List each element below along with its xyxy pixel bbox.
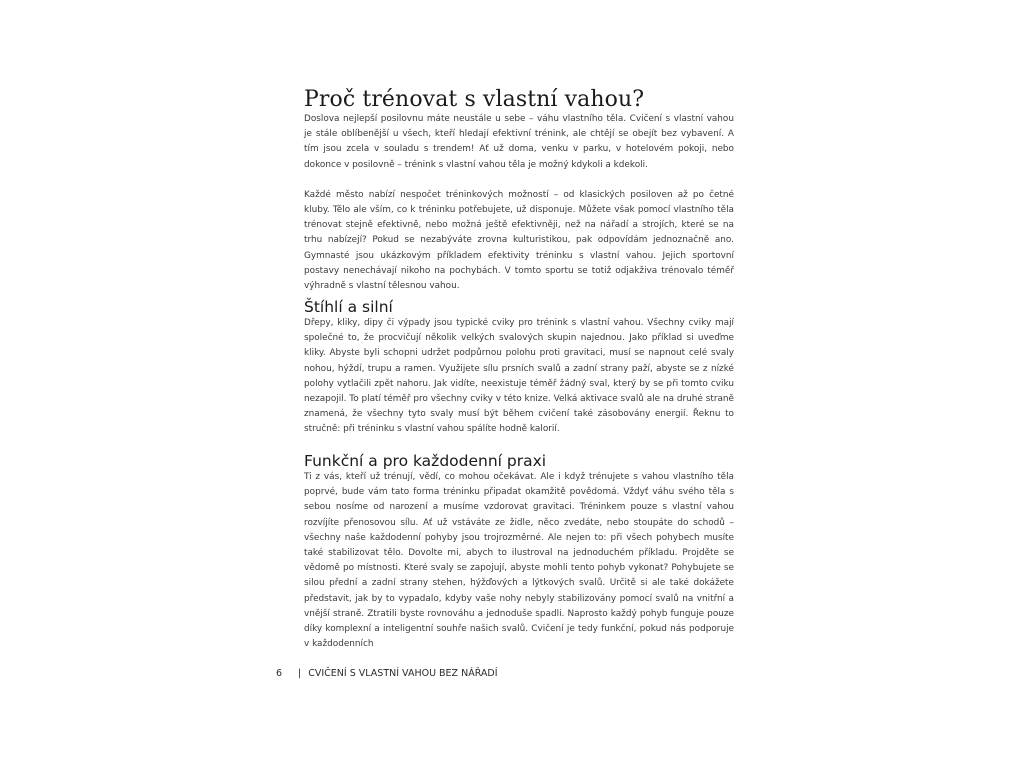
section-why-bodyweight [304,88,734,294]
paragraph: Každé město nabízí nespočet tréninkových možností – od klasických posiloven až po četné kluby. Tělo ale vším, co k tréninku potřebujete, už disponuje. Můžete však pomocí vlastního těla trénovat stejně efektivně, nebo možná ještě efektivněji, než na nářadí a strojích, které se na trhu nabízejí? Pokud se nezabýváte zrovna kulturistikou, pak odpovídám jednoznačně ano. Gymnasté jsou ukázkovým příkladem efektivity tréninku s vlastní vahou. Jejich sportovní postavy nenechávají nikoho na pochybách. V tomto sportu se totiž odjakživa trénovalo téměř výhradně s vlastní tělesnou vahou. [304,189,734,292]
section-heading: Štíhlí a silní [304,298,393,316]
section-heading: Funkční a pro každodenní praxi [304,452,547,470]
page-footer [276,667,498,681]
footer-separator: | [298,668,302,679]
page-number: 6 [276,668,283,679]
section-functional [304,452,734,652]
paragraph: Doslova nejlepší posilovnu máte neustále u sebe – váhu vlastního těla. Cvičení s vlastní vahou je stále oblíbenější u všech, kteří hledají efektivní trénink, ale chtějí se obejít bez vybavení. A tím jsou zcela v souladu s trendem! Ať už doma, venku v parku, v hotelovém pokoji, nebo dokonce v posilovně – trénink s vlastní vahou těla je možný kdykoli a kdekoli. [304,114,734,170]
paragraph: Ti z vás, kteří už trénují, vědí, co mohou očekávat. Ale i když trénujete s vahou vlastního těla poprvé, bude vám tato forma tréninku připadat okamžitě povědomá. Vždyť váhu svého těla s sebou nosíme od narození a musíme vzdorovat gravitaci. Tréninkem pouze s vlastní vahou rozvíjíte přenosovou sílu. Ať už vstáváte ze židle, něco zvedáte, nebo stoupáte do schodů – všechny naše každodenní pohyby jsou trojrozměrné. Ale nejen to: při všech pohybech musíte také stabilizovat tělo. Dovolte mi, abych to ilustroval na jednoduchém příkladu. Projděte se vědomě po místnosti. Které svaly se zapojují, abyste mohli tento pohyb vykonat? Pohybujete se silou přední a zadní strany stehen, hýžďových a lýtkových svalů. Určitě si ale také dokážete představit, jak by to vypadalo, kdyby vaše nohy nebyly stabilizovány pomocí svalů na vnitřní a vnější straně. Ztratili byste rovnováhu a jednoduše spadli. Naprosto každý pohyb funguje pouze díky komplexní a inteligentní souhře našich svalů. Cvičení je tedy funkční, pokud nás podporuje v každodenních [304,472,734,650]
section-slim-strong [304,298,734,438]
section-title: Proč trénovat s vlastní vahou? [304,87,645,112]
running-title: CVIČENÍ S VLASTNÍ VAHOU BEZ NÁŘADÍ [308,668,498,679]
paragraph: Dřepy, kliky, dipy či výpady jsou typické cviky pro trénink s vlastní vahou. Všechny cviky mají společné to, že procvičují několik velkých svalových skupin najednou. Jako příklad si uveďme kliky. Abyste byli schopni udržet podpůrnou polohu proti gravitaci, musí se napnout celé svaly nohou, hýždí, trupu a ramen. Využijete sílu prsních svalů a zadní strany paží, abyste se z nízké polohy vytlačili zpět nahoru. Jak vidíte, neexistuje téměř žádný sval, který by se při tomto cviku nezapojil. To platí téměř pro všechny cviky v této knize. Velká aktivace svalů ale na druhé straně znamená, že všechny tyto svaly musí být během cvičení také zásobovány energií. Řeknu to stručně: při tréninku s vlastní vahou spálíte hodně kalorií. [304,318,734,435]
